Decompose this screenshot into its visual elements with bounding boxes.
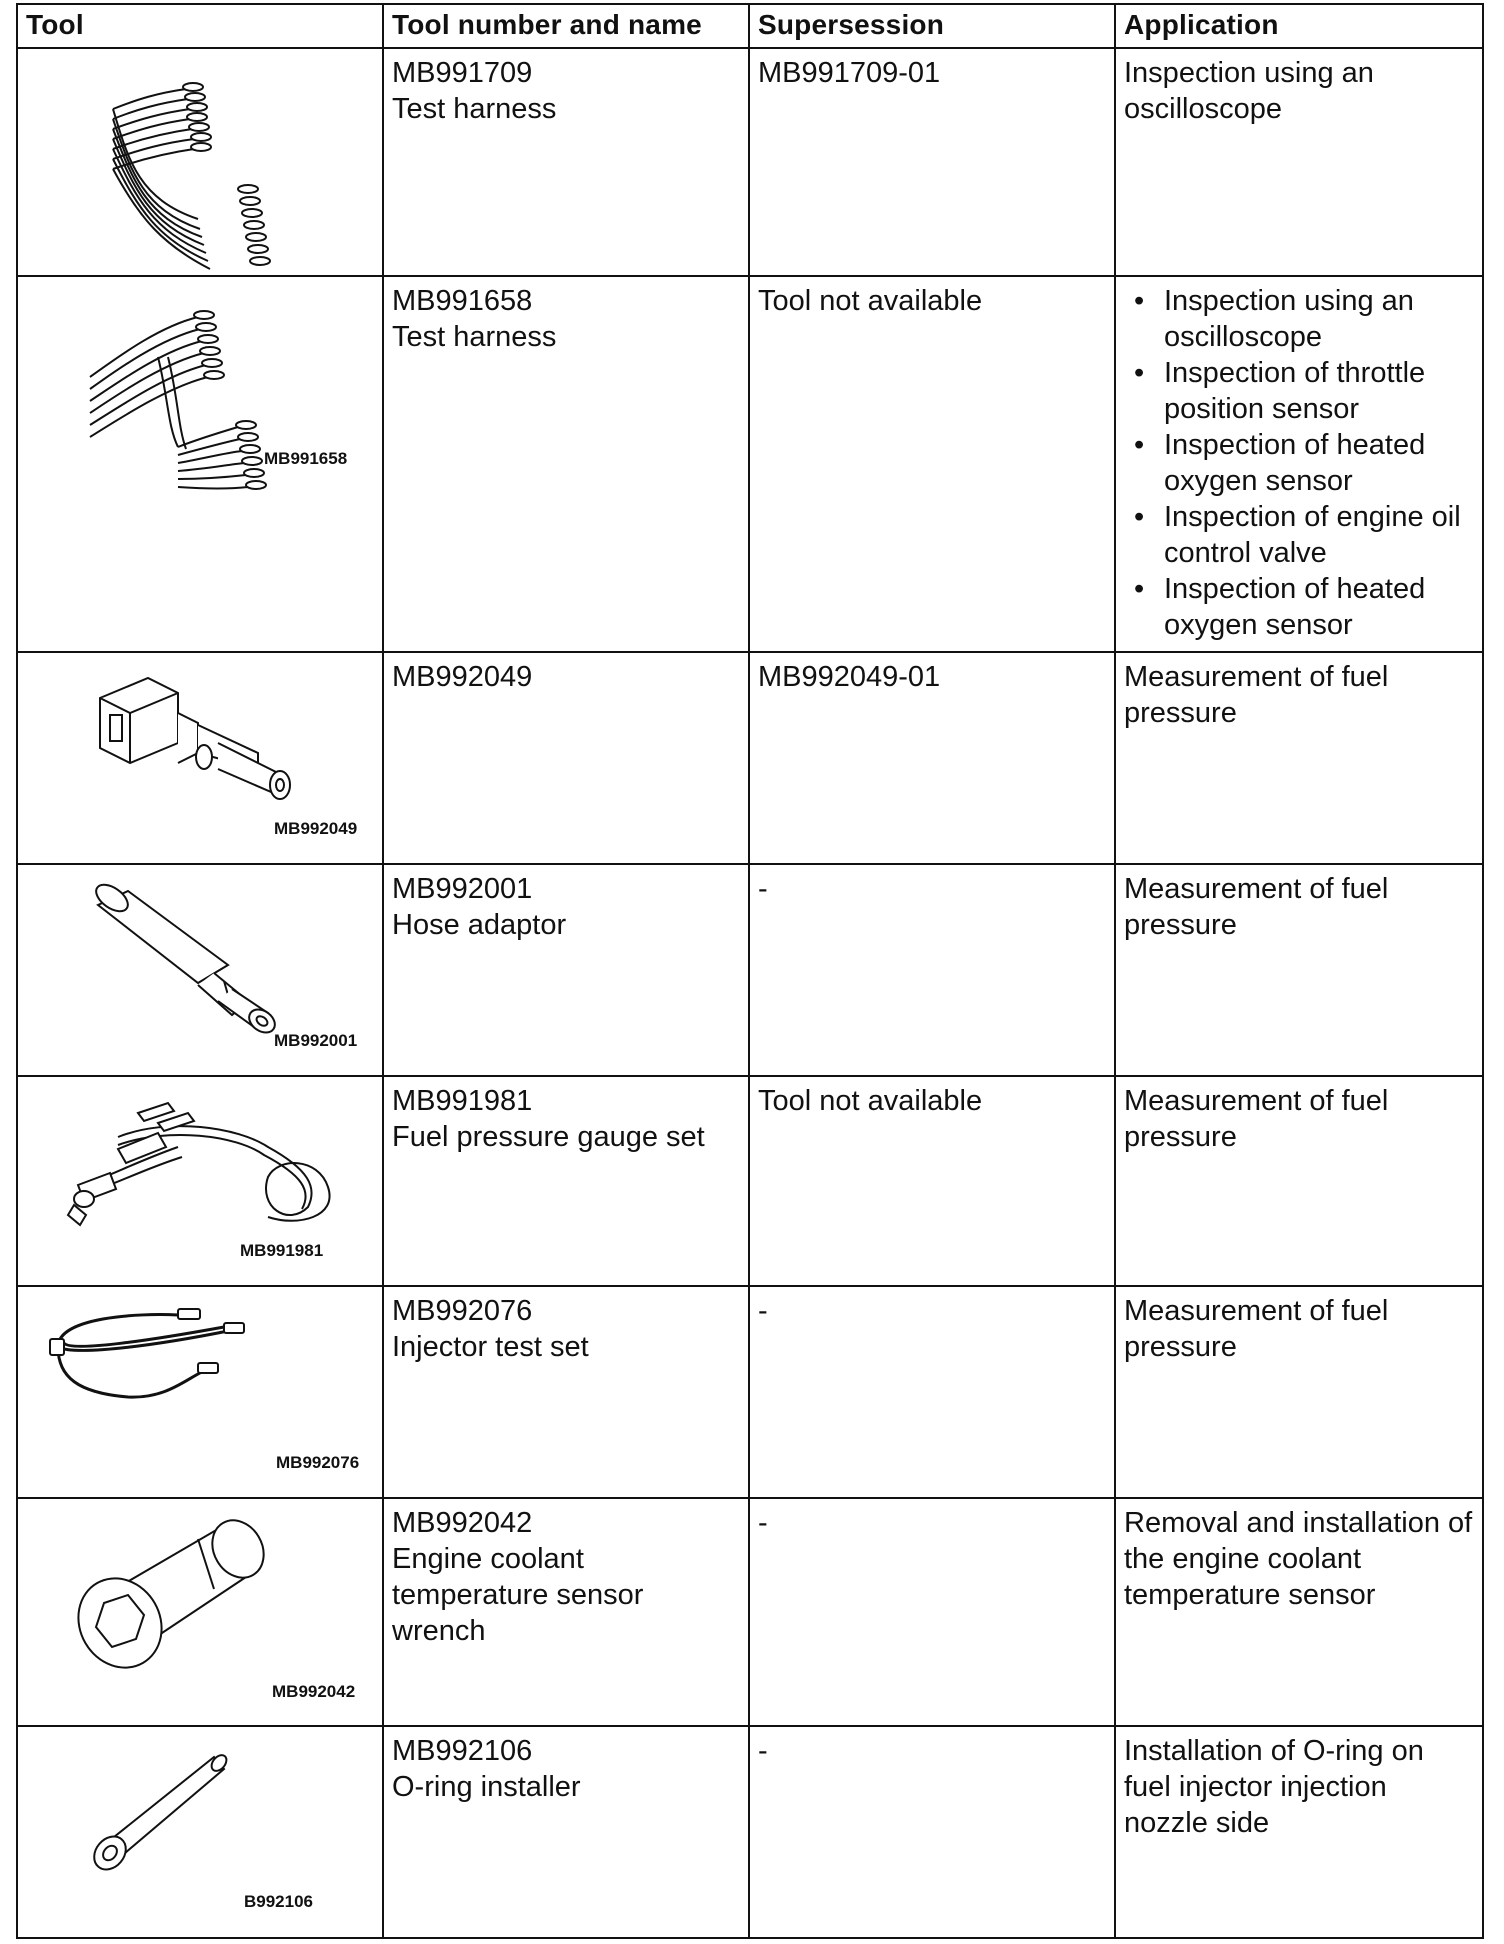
figure-label: MB992076	[276, 1453, 360, 1472]
tool-figure-cell	[17, 48, 383, 276]
application-cell	[1115, 1726, 1483, 1938]
application-text: Measurement of fuel pressure	[1124, 1295, 1389, 1363]
tool-name: Fuel pressure gauge set	[392, 1121, 705, 1153]
tool-number-name-cell	[383, 1076, 749, 1286]
supersession-cell: -	[749, 1286, 1115, 1498]
tool-name: Hose adaptor	[392, 909, 567, 941]
hose-adaptor-illustration-icon	[18, 865, 384, 1075]
application-cell	[1115, 276, 1483, 652]
application-text: Measurement of fuel pressure	[1124, 873, 1389, 941]
injector-test-set-illustration-icon	[18, 1287, 384, 1497]
table-row	[17, 276, 1483, 652]
gauge-set-illustration-icon	[18, 1077, 384, 1285]
supersession-cell: MB992049-01	[749, 652, 1115, 864]
table-header-row	[17, 4, 1483, 48]
list-item: • Inspection of engine oil control valve	[1124, 499, 1474, 571]
table-row	[17, 1498, 1483, 1726]
tool-figure-cell	[17, 864, 383, 1076]
figure-label: MB992042	[272, 1682, 356, 1701]
application-text: Measurement of fuel pressure	[1124, 661, 1389, 729]
tool-number: MB992049	[392, 661, 533, 693]
tool-number: MB991981	[392, 1085, 533, 1117]
table-row	[17, 864, 1483, 1076]
application-cell	[1115, 1286, 1483, 1498]
list-item: • Inspection of throttle position sensor	[1124, 355, 1474, 427]
tool-number: MB991709	[392, 57, 533, 89]
tool-number-name-cell	[383, 1286, 749, 1498]
application-cell	[1115, 652, 1483, 864]
figure-label: MB992049	[274, 819, 358, 838]
table-row	[17, 1286, 1483, 1498]
tool-figure-cell	[17, 1498, 383, 1726]
application-cell	[1115, 1076, 1483, 1286]
figure-label: MB992001	[274, 1031, 358, 1050]
header-tool: Tool	[17, 4, 383, 48]
supersession-cell: Tool not available	[749, 1076, 1115, 1286]
tool-figure-cell	[17, 276, 383, 652]
tool-name: O-ring installer	[392, 1771, 581, 1803]
application-cell	[1115, 1498, 1483, 1726]
tool-number-name-cell	[383, 1726, 749, 1938]
tool-figure-cell	[17, 1076, 383, 1286]
list-item: • Inspection using an oscilloscope	[1124, 283, 1474, 355]
tool-number: MB992076	[392, 1295, 533, 1327]
tool-figure-cell	[17, 652, 383, 864]
tool-figure-cell	[17, 1726, 383, 1938]
special-tools-table	[16, 3, 1484, 1939]
test-harness-illustration-icon	[18, 49, 384, 275]
supersession-cell: -	[749, 1498, 1115, 1726]
list-item: • Inspection of heated oxygen sensor	[1124, 571, 1474, 643]
tool-name: Test harness	[392, 321, 557, 353]
list-item: • Inspection of heated oxygen sensor	[1124, 427, 1474, 499]
header-application: Application	[1115, 4, 1483, 48]
supersession-cell: Tool not available	[749, 276, 1115, 652]
tool-number: MB991658	[392, 285, 533, 317]
tool-number: MB992042	[392, 1507, 533, 1539]
tool-number-name-cell	[383, 1498, 749, 1726]
header-tool-number-and-name: Tool number and name	[383, 4, 749, 48]
tool-number: MB992106	[392, 1735, 533, 1767]
fuel-connector-illustration-icon	[18, 653, 384, 863]
application-text: Removal and installation of the engine coolant temperature sensor	[1124, 1507, 1473, 1611]
tool-number-name-cell	[383, 48, 749, 276]
tool-name: Engine coolant temperature sensor wrench	[392, 1543, 644, 1647]
figure-label: MB991658	[264, 449, 348, 468]
table-row	[17, 652, 1483, 864]
table-row	[17, 48, 1483, 276]
test-harness-illustration-icon	[18, 277, 384, 651]
application-list	[1124, 283, 1474, 643]
o-ring-installer-illustration-icon	[18, 1727, 384, 1937]
application-text: Measurement of fuel pressure	[1124, 1085, 1389, 1153]
tool-number: MB992001	[392, 873, 533, 905]
table-row	[17, 1076, 1483, 1286]
table-row	[17, 1726, 1483, 1938]
application-cell	[1115, 48, 1483, 276]
tool-name: Test harness	[392, 93, 557, 125]
figure-label: MB991981	[240, 1241, 324, 1260]
supersession-cell: MB991709-01	[749, 48, 1115, 276]
socket-wrench-illustration-icon	[18, 1499, 384, 1725]
tool-number-name-cell	[383, 276, 749, 652]
tool-figure-cell	[17, 1286, 383, 1498]
tool-name: Injector test set	[392, 1331, 589, 1363]
application-text: Installation of O-ring on fuel injector injection nozzle side	[1124, 1735, 1424, 1839]
figure-label: B992106	[244, 1892, 314, 1911]
application-cell	[1115, 864, 1483, 1076]
tool-number-name-cell	[383, 864, 749, 1076]
header-supersession: Supersession	[749, 4, 1115, 48]
tool-number-name-cell	[383, 652, 749, 864]
supersession-cell: -	[749, 864, 1115, 1076]
application-text: Inspection using an oscilloscope	[1124, 57, 1374, 125]
supersession-cell: -	[749, 1726, 1115, 1938]
